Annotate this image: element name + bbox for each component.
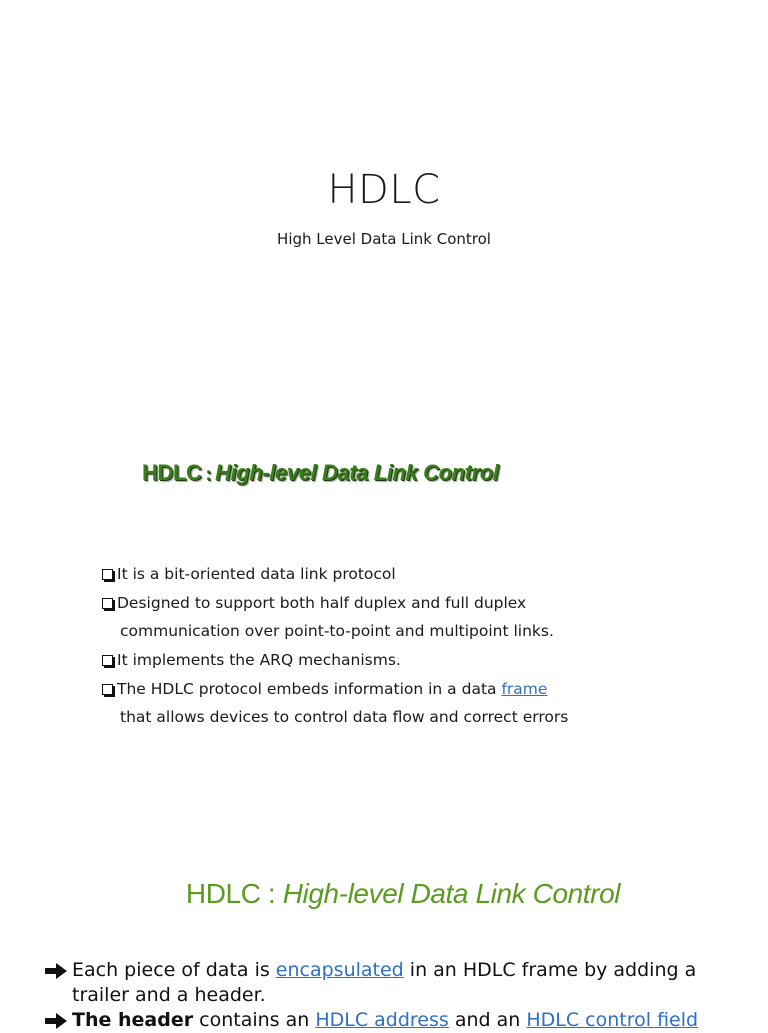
- heading-abbrev: HDLC: [142, 460, 202, 485]
- bullet-text: It is a bit-oriented data link protocol: [117, 565, 396, 583]
- item-text: trailer and a header.: [72, 984, 266, 1006]
- bullet-text: that allows devices to control data flow and correct errors: [120, 708, 569, 727]
- slide-subtitle: High Level Data Link Control: [277, 230, 491, 248]
- item-text: in an HDLC frame by adding a: [403, 959, 697, 981]
- item-bold-text: The header: [72, 1009, 194, 1031]
- arrow-list: [44, 958, 724, 1033]
- hdlc-control-field-link[interactable]: HDLC control field: [526, 1009, 699, 1031]
- bullet-text: It implements the ARQ mechanisms.: [117, 651, 401, 670]
- list-item-continuation: [102, 703, 662, 732]
- list-item: [102, 646, 662, 675]
- item-text: and an: [448, 1009, 527, 1031]
- item-line: [72, 983, 724, 1008]
- heading-full-name: High-level Data Link Control: [215, 460, 499, 485]
- frame-link[interactable]: frame: [501, 679, 548, 698]
- hollow-square-bullet-icon: [102, 684, 113, 695]
- item-text: contains an: [193, 1009, 316, 1031]
- list-item: [44, 958, 724, 1008]
- list-item: [102, 675, 662, 704]
- hollow-square-bullet-icon: [102, 598, 113, 609]
- hollow-square-bullet-icon: [102, 569, 113, 580]
- list-item: [102, 560, 662, 589]
- bullet-text: The HDLC protocol embeds information in a data: [117, 679, 502, 698]
- right-arrow-icon: [44, 1011, 68, 1031]
- item-line: [72, 1008, 724, 1033]
- list-item-continuation: [102, 617, 662, 646]
- item-line: [72, 958, 724, 983]
- hdlc-address-link[interactable]: HDLC address: [315, 1009, 449, 1031]
- slide-title: HDLC: [327, 167, 441, 213]
- list-item: [44, 1008, 724, 1033]
- heading-separator: :: [205, 464, 212, 484]
- right-arrow-icon: [44, 961, 68, 981]
- encapsulated-link[interactable]: encapsulated: [275, 959, 404, 981]
- bullet-list: [102, 560, 662, 732]
- section-heading-hdlc: [142, 458, 499, 489]
- hollow-square-bullet-icon: [102, 655, 113, 666]
- heading-full-name: High-level Data Link Control: [282, 878, 621, 909]
- item-text: Each piece of data is: [72, 959, 276, 981]
- heading-prefix: HDLC :: [185, 878, 283, 909]
- list-item: [102, 589, 662, 618]
- bullet-text: communication over point-to-point and multipoint links.: [120, 622, 554, 641]
- section-heading-hdlc-2: [0, 876, 768, 912]
- bullet-text: Designed to support both half duplex and full duplex: [117, 593, 527, 612]
